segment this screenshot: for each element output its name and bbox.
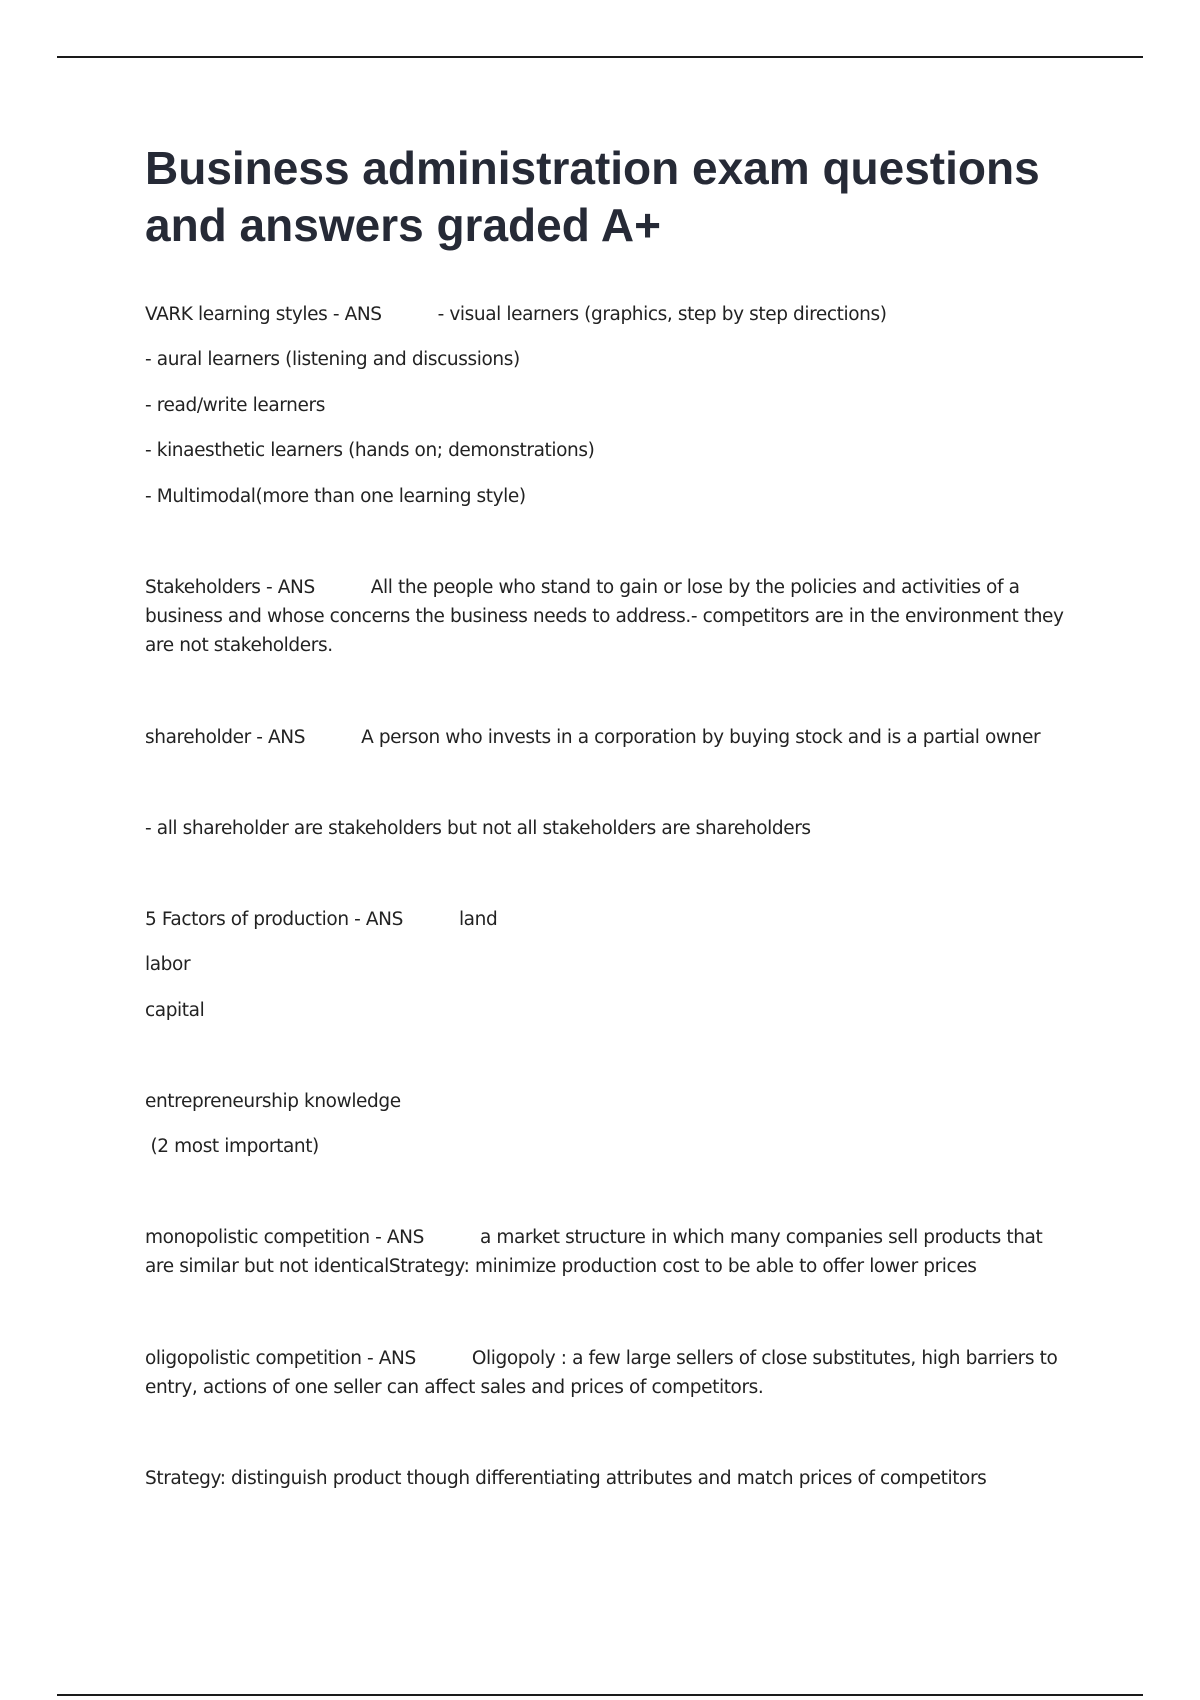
entry-factors bbox=[145, 905, 1065, 934]
answer-monopolistic: a market structure in which many companies sell products that are similar but not identicalStrategy: minimize production cost to be able to offer lower prices bbox=[145, 1227, 1043, 1277]
entry-stakeholders bbox=[145, 573, 1065, 660]
answer-vark: - visual learners (graphics, step by step directions) bbox=[437, 304, 887, 325]
bottom-rule bbox=[57, 1694, 1143, 1696]
vark-line-readwrite: - read/write learners bbox=[145, 395, 325, 416]
answer-factors: land bbox=[458, 909, 498, 930]
top-rule bbox=[57, 56, 1143, 58]
vark-line-kinaesthetic: - kinaesthetic learners (hands on; demonstrations) bbox=[145, 440, 595, 461]
document-title: Business administration exam questions and answers graded A+ bbox=[145, 142, 1040, 251]
factor-capital: capital bbox=[145, 1000, 205, 1021]
oligopoly-strategy: Strategy: distinguish product though differentiating attributes and match prices of competitors bbox=[145, 1468, 987, 1489]
entry-oligopolistic bbox=[145, 1344, 1065, 1402]
answer-stakeholders: All the people who stand to gain or lose by the policies and activities of a business and whose concerns the business needs to address.- competitors are in the environment they are not stakeholders. bbox=[145, 577, 1064, 656]
term-stakeholders: Stakeholders - ANS bbox=[145, 577, 315, 598]
entry-vark bbox=[145, 300, 1065, 329]
term-vark: VARK learning styles - ANS bbox=[145, 304, 382, 325]
answer-shareholder: A person who invests in a corporation by buying stock and is a partial owner bbox=[361, 727, 1041, 748]
entry-monopolistic bbox=[145, 1223, 1065, 1281]
factor-labor: labor bbox=[145, 954, 191, 975]
term-monopolistic: monopolistic competition - ANS bbox=[145, 1227, 424, 1248]
factor-entrepreneurship: entrepreneurship knowledge bbox=[145, 1091, 401, 1112]
term-oligopolistic: oligopolistic competition - ANS bbox=[145, 1348, 416, 1369]
shareholder-note: - all shareholder are stakeholders but not all stakeholders are shareholders bbox=[145, 818, 811, 839]
vark-line-multimodal: - Multimodal(more than one learning style) bbox=[145, 486, 526, 507]
term-shareholder: shareholder - ANS bbox=[145, 727, 306, 748]
entry-shareholder bbox=[145, 723, 1065, 752]
term-factors: 5 Factors of production - ANS bbox=[145, 909, 403, 930]
vark-line-aural: - aural learners (listening and discussions) bbox=[145, 349, 520, 370]
factor-note: (2 most important) bbox=[145, 1136, 319, 1157]
answer-oligopolistic: Oligopoly : a few large sellers of close substitutes, high barriers to entry, actions of one seller can affect sales and prices of competitors. bbox=[145, 1348, 1058, 1398]
